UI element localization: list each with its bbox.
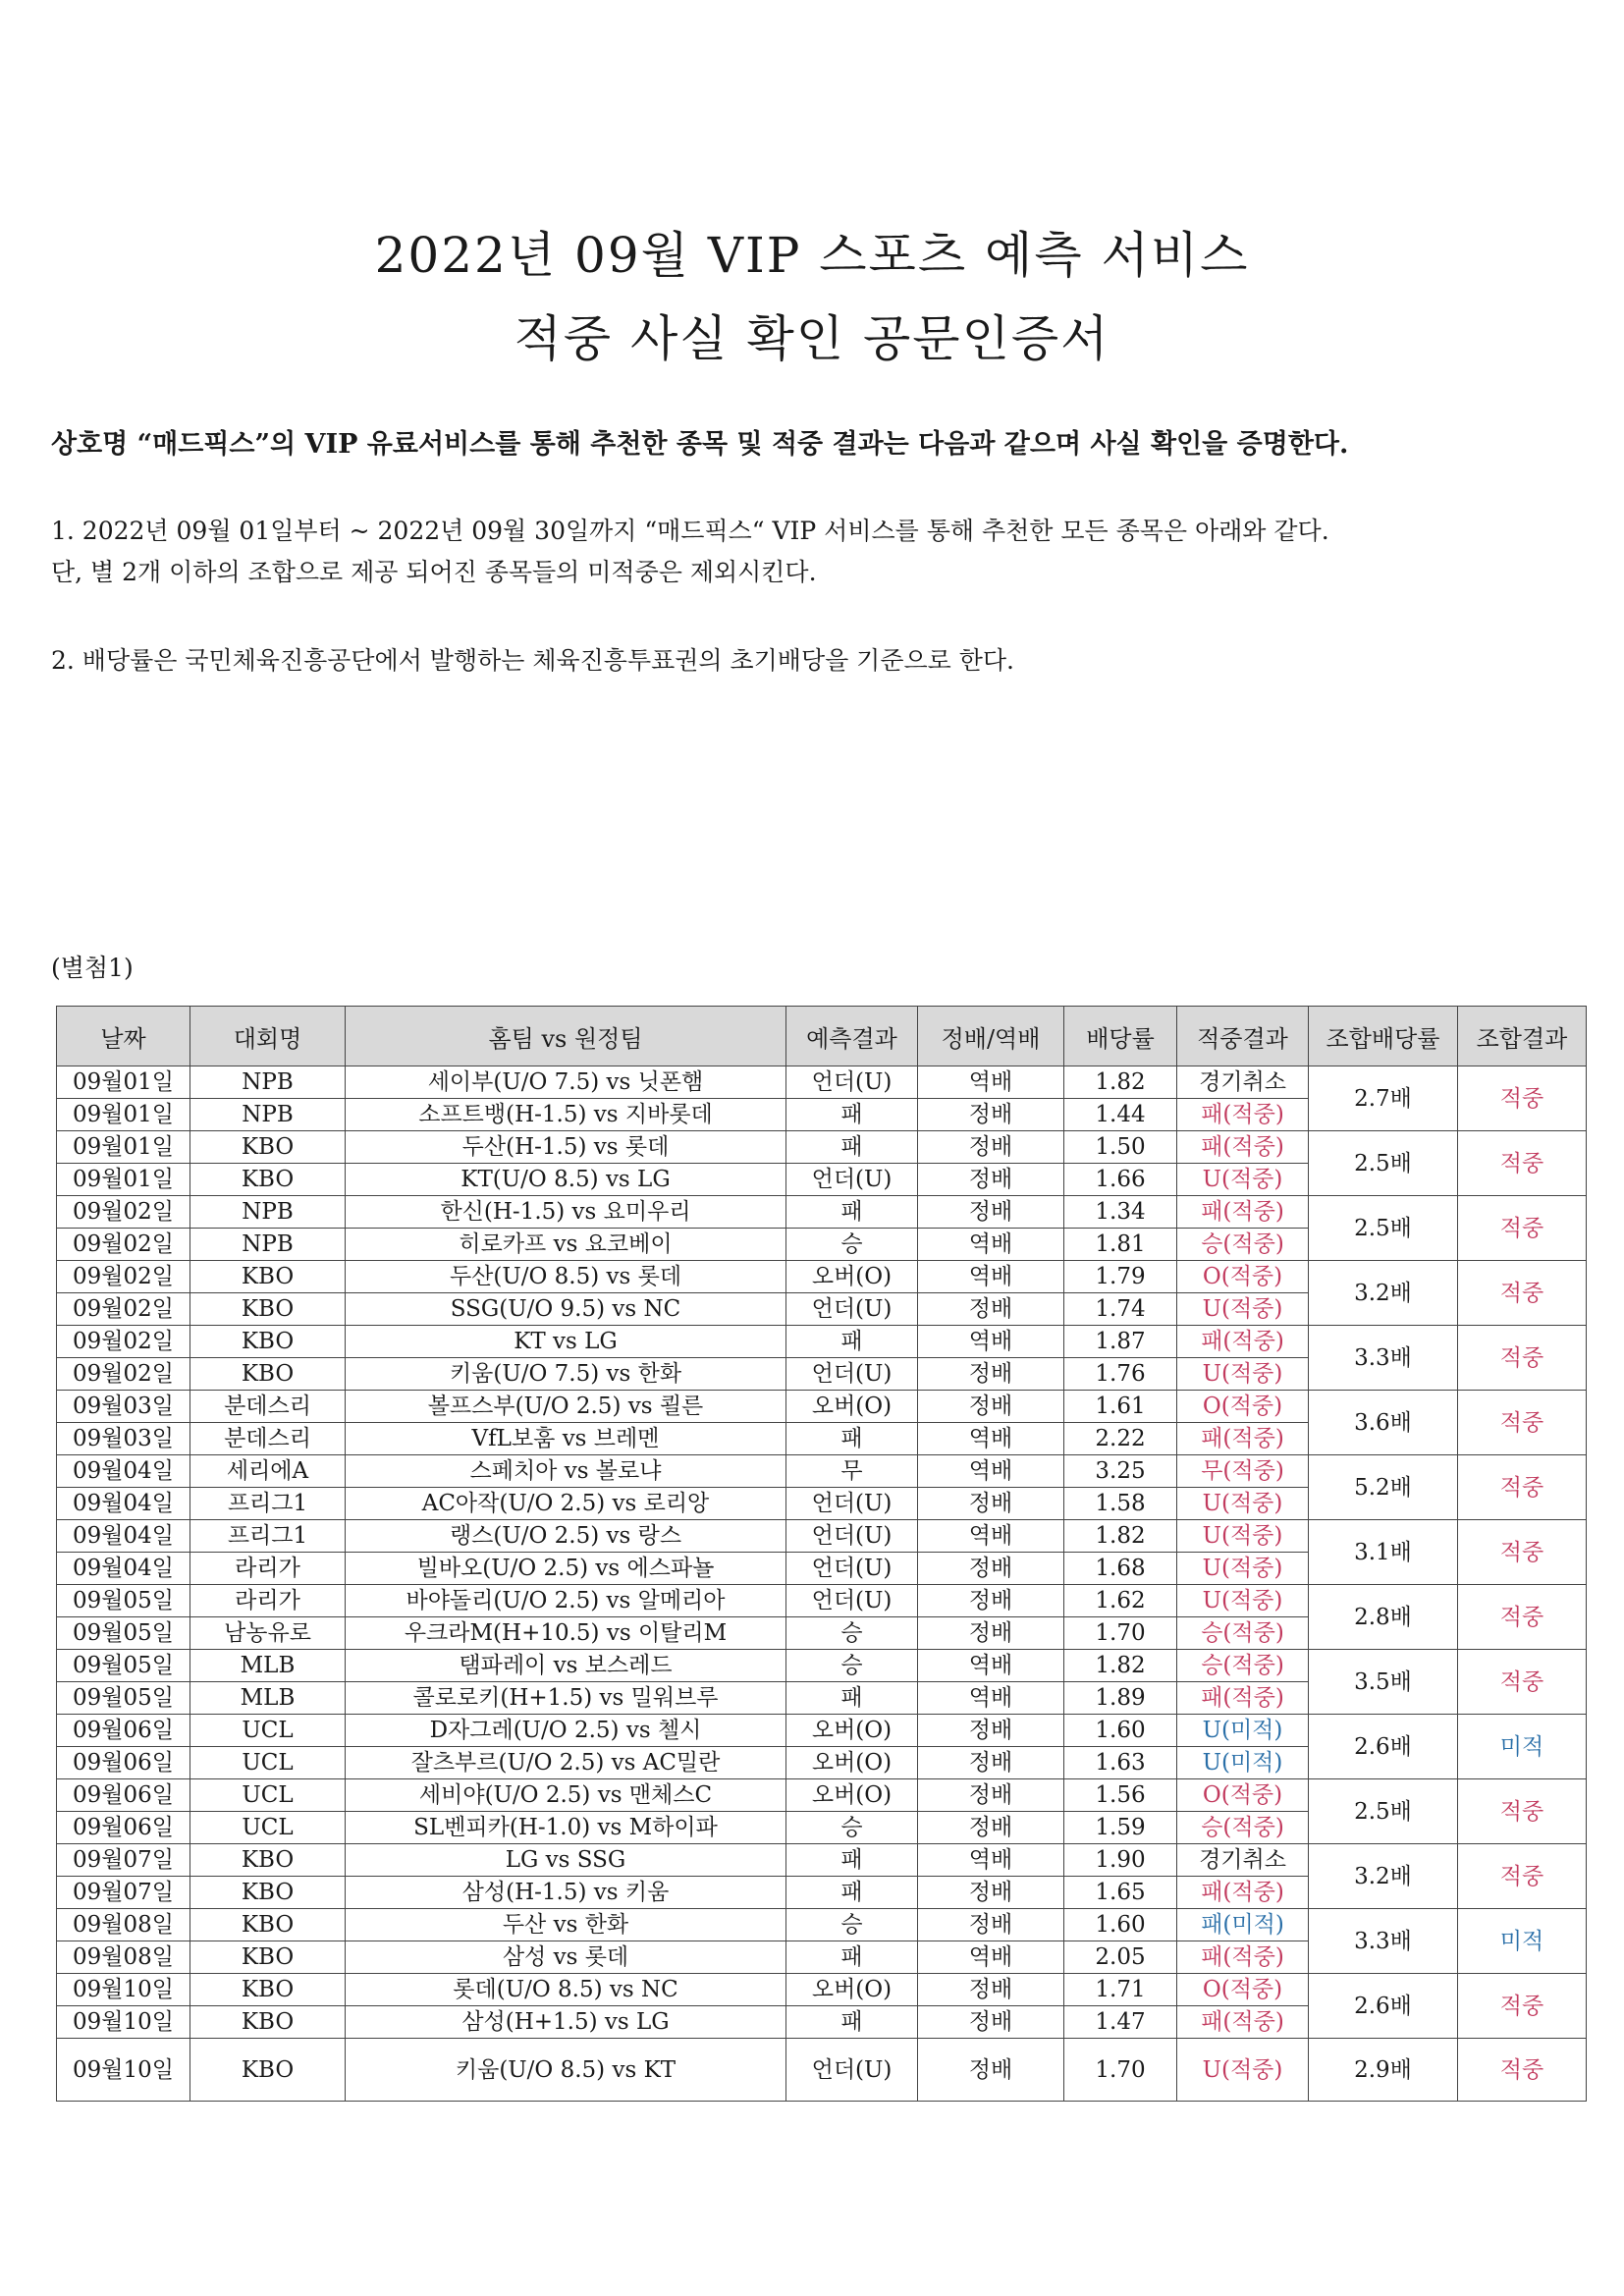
cell-date: 09월06일 — [57, 1715, 190, 1747]
cell-odds: 1.61 — [1064, 1391, 1177, 1423]
cell-odds: 1.50 — [1064, 1131, 1177, 1164]
cell-fav: 정배 — [918, 1747, 1064, 1779]
cell-match: 삼성 vs 롯데 — [346, 1941, 786, 1974]
cell-date: 09월01일 — [57, 1066, 190, 1099]
cell-league: KBO — [190, 1293, 346, 1326]
cell-prediction: 패 — [786, 1326, 918, 1358]
header-cell: 날짜 — [57, 1007, 190, 1066]
cell-match: 두산 vs 한화 — [346, 1909, 786, 1941]
cell-league: UCL — [190, 1779, 346, 1812]
cell-match: 삼성(H+1.5) vs LG — [346, 2006, 786, 2039]
cell-hit: 경기취소 — [1177, 1844, 1309, 1877]
cell-combo-result: 적중 — [1458, 1585, 1587, 1650]
cell-match: D자그레(U/O 2.5) vs 첼시 — [346, 1715, 786, 1747]
cell-combo-odds: 2.5배 — [1309, 1196, 1458, 1261]
cell-odds: 1.81 — [1064, 1229, 1177, 1261]
cell-prediction: 패 — [786, 2006, 918, 2039]
cell-league: 남농유로 — [190, 1617, 346, 1650]
header-cell: 조합배당률 — [1309, 1007, 1458, 1066]
clause-2: 2. 배당률은 국민체육진흥공단에서 발행하는 체육진흥투표권의 초기배당을 기준으로 한다. — [51, 646, 1014, 675]
cell-odds: 1.90 — [1064, 1844, 1177, 1877]
table-row — [57, 1844, 1587, 1877]
cell-match: 히로카프 vs 요코베이 — [346, 1229, 786, 1261]
cell-league: NPB — [190, 1066, 346, 1099]
cell-match: LG vs SSG — [346, 1844, 786, 1877]
cell-combo-odds: 2.9배 — [1309, 2039, 1458, 2102]
cell-odds: 1.70 — [1064, 1617, 1177, 1650]
cell-odds: 1.89 — [1064, 1682, 1177, 1715]
cell-match: 탬파레이 vs 보스레드 — [346, 1650, 786, 1682]
cell-combo-odds: 3.3배 — [1309, 1909, 1458, 1974]
cell-odds: 1.82 — [1064, 1650, 1177, 1682]
cell-match: 콜로로키(H+1.5) vs 밀워브루 — [346, 1682, 786, 1715]
cell-match: 롯데(U/O 8.5) vs NC — [346, 1974, 786, 2006]
cell-hit: 패(적중) — [1177, 1326, 1309, 1358]
cell-hit: 승(적중) — [1177, 1650, 1309, 1682]
cell-hit: U(적중) — [1177, 1358, 1309, 1391]
cell-date: 09월03일 — [57, 1423, 190, 1455]
cell-odds: 2.22 — [1064, 1423, 1177, 1455]
cell-combo-odds: 3.3배 — [1309, 1326, 1458, 1391]
cell-combo-odds: 3.2배 — [1309, 1844, 1458, 1909]
cell-date: 09월07일 — [57, 1844, 190, 1877]
cell-date: 09월10일 — [57, 1974, 190, 2006]
document-title-line2: 적중 사실 확인 공문인증서 — [514, 310, 1110, 367]
cell-fav: 역배 — [918, 1326, 1064, 1358]
header-cell: 적중결과 — [1177, 1007, 1309, 1066]
cell-odds: 1.82 — [1064, 1520, 1177, 1553]
table-row — [57, 1131, 1587, 1164]
cell-fav: 정배 — [918, 1909, 1064, 1941]
cell-fav: 정배 — [918, 1099, 1064, 1131]
cell-match: AC아작(U/O 2.5) vs 로리앙 — [346, 1488, 786, 1520]
cell-fav: 정배 — [918, 1585, 1064, 1617]
cell-hit: O(적중) — [1177, 1974, 1309, 2006]
cell-combo-result: 적중 — [1458, 1779, 1587, 1844]
cell-prediction: 언더(U) — [786, 1553, 918, 1585]
cell-fav: 역배 — [918, 1066, 1064, 1099]
cell-hit: U(적중) — [1177, 1520, 1309, 1553]
cell-combo-result: 적중 — [1458, 1131, 1587, 1196]
cell-fav: 정배 — [918, 1812, 1064, 1844]
cell-combo-result: 적중 — [1458, 1844, 1587, 1909]
cell-fav: 정배 — [918, 2039, 1064, 2102]
cell-league: NPB — [190, 1196, 346, 1229]
header-cell: 예측결과 — [786, 1007, 918, 1066]
cell-league: 프리그1 — [190, 1520, 346, 1553]
cell-prediction: 오버(O) — [786, 1715, 918, 1747]
cell-date: 09월05일 — [57, 1682, 190, 1715]
cell-date: 09월03일 — [57, 1391, 190, 1423]
cell-match: 우크라M(H+10.5) vs 이탈리M — [346, 1617, 786, 1650]
cell-odds: 1.60 — [1064, 1715, 1177, 1747]
cell-odds: 1.68 — [1064, 1553, 1177, 1585]
cell-combo-result: 적중 — [1458, 1650, 1587, 1715]
cell-hit: 패(적중) — [1177, 1099, 1309, 1131]
document-title-line1: 2022년 09월 VIP 스포츠 예측 서비스 — [374, 227, 1250, 284]
table-row — [57, 1455, 1587, 1488]
cell-fav: 정배 — [918, 1877, 1064, 1909]
table-header-row — [57, 1007, 1587, 1066]
table-row — [57, 1974, 1587, 2006]
cell-fav: 역배 — [918, 1455, 1064, 1488]
cell-fav: 정배 — [918, 1358, 1064, 1391]
cell-league: 세리에A — [190, 1455, 346, 1488]
cell-match: 세이부(U/O 7.5) vs 닛폰햄 — [346, 1066, 786, 1099]
cell-prediction: 언더(U) — [786, 1293, 918, 1326]
cell-odds: 1.87 — [1064, 1326, 1177, 1358]
cell-hit: 경기취소 — [1177, 1066, 1309, 1099]
cell-prediction: 오버(O) — [786, 1261, 918, 1293]
cell-prediction: 언더(U) — [786, 2039, 918, 2102]
cell-prediction: 승 — [786, 1909, 918, 1941]
cell-fav: 정배 — [918, 1974, 1064, 2006]
cell-league: NPB — [190, 1229, 346, 1261]
cell-combo-odds: 2.7배 — [1309, 1066, 1458, 1131]
cell-combo-result: 미적 — [1458, 1909, 1587, 1974]
cell-prediction: 패 — [786, 1131, 918, 1164]
cell-match: 랭스(U/O 2.5) vs 랑스 — [346, 1520, 786, 1553]
cell-prediction: 오버(O) — [786, 1391, 918, 1423]
cell-league: NPB — [190, 1099, 346, 1131]
cell-date: 09월05일 — [57, 1617, 190, 1650]
cell-prediction: 언더(U) — [786, 1585, 918, 1617]
cell-hit: 패(미적) — [1177, 1909, 1309, 1941]
table-row — [57, 1326, 1587, 1358]
cell-hit: O(적중) — [1177, 1261, 1309, 1293]
cell-league: KBO — [190, 2006, 346, 2039]
cell-hit: U(미적) — [1177, 1747, 1309, 1779]
table-row — [57, 1520, 1587, 1553]
cell-odds: 1.56 — [1064, 1779, 1177, 1812]
cell-odds: 1.74 — [1064, 1293, 1177, 1326]
cell-date: 09월01일 — [57, 1131, 190, 1164]
cell-hit: U(적중) — [1177, 2039, 1309, 2102]
cell-odds: 1.47 — [1064, 2006, 1177, 2039]
cell-date: 09월02일 — [57, 1261, 190, 1293]
cell-match: 빌바오(U/O 2.5) vs 에스파뇰 — [346, 1553, 786, 1585]
cell-hit: U(적중) — [1177, 1585, 1309, 1617]
cell-hit: U(적중) — [1177, 1164, 1309, 1196]
cell-date: 09월06일 — [57, 1812, 190, 1844]
header-cell: 홈팀 vs 원정팀 — [346, 1007, 786, 1066]
cell-hit: U(미적) — [1177, 1715, 1309, 1747]
cell-prediction: 오버(O) — [786, 1747, 918, 1779]
cell-combo-result: 미적 — [1458, 1715, 1587, 1779]
table-row — [57, 1391, 1587, 1423]
cell-fav: 역배 — [918, 1261, 1064, 1293]
cell-odds: 1.66 — [1064, 1164, 1177, 1196]
cell-date: 09월08일 — [57, 1909, 190, 1941]
header-cell: 조합결과 — [1458, 1007, 1587, 1066]
cell-combo-result: 적중 — [1458, 1520, 1587, 1585]
cell-combo-odds: 3.6배 — [1309, 1391, 1458, 1455]
table-body — [57, 1066, 1587, 2102]
cell-league: KBO — [190, 1358, 346, 1391]
cell-fav: 정배 — [918, 1715, 1064, 1747]
cell-league: UCL — [190, 1812, 346, 1844]
cell-league: UCL — [190, 1747, 346, 1779]
cell-league: MLB — [190, 1682, 346, 1715]
cell-combo-result: 적중 — [1458, 2039, 1587, 2102]
cell-odds: 2.05 — [1064, 1941, 1177, 1974]
cell-fav: 정배 — [918, 1131, 1064, 1164]
table-row — [57, 1650, 1587, 1682]
cell-combo-result: 적중 — [1458, 1391, 1587, 1455]
cell-fav: 역배 — [918, 1844, 1064, 1877]
cell-prediction: 언더(U) — [786, 1520, 918, 1553]
cell-combo-odds: 2.6배 — [1309, 1974, 1458, 2039]
cell-match: 두산(H-1.5) vs 롯데 — [346, 1131, 786, 1164]
cell-match: 키움(U/O 8.5) vs KT — [346, 2039, 786, 2102]
cell-hit: U(적중) — [1177, 1488, 1309, 1520]
cell-prediction: 언더(U) — [786, 1164, 918, 1196]
cell-odds: 1.62 — [1064, 1585, 1177, 1617]
clause-1-line1: 1. 2022년 09월 01일부터 ~ 2022년 09월 30일까지 “매드픽스“ VIP 서비스를 통해 추천한 모든 종목은 아래와 같다. — [51, 517, 1329, 545]
cell-hit: O(적중) — [1177, 1391, 1309, 1423]
cell-prediction: 패 — [786, 1099, 918, 1131]
cell-fav: 정배 — [918, 1391, 1064, 1423]
cell-hit: U(적중) — [1177, 1293, 1309, 1326]
cell-hit: U(적중) — [1177, 1553, 1309, 1585]
cell-prediction: 패 — [786, 1844, 918, 1877]
cell-date: 09월07일 — [57, 1877, 190, 1909]
header-cell: 정배/역배 — [918, 1007, 1064, 1066]
cell-fav: 역배 — [918, 1229, 1064, 1261]
cell-combo-result: 적중 — [1458, 1261, 1587, 1326]
cell-odds: 1.65 — [1064, 1877, 1177, 1909]
cell-fav: 역배 — [918, 1941, 1064, 1974]
cell-odds: 1.59 — [1064, 1812, 1177, 1844]
cell-odds: 1.82 — [1064, 1066, 1177, 1099]
cell-odds: 1.58 — [1064, 1488, 1177, 1520]
cell-combo-odds: 2.5배 — [1309, 1131, 1458, 1196]
cell-match: 잘츠부르(U/O 2.5) vs AC밀란 — [346, 1747, 786, 1779]
cell-fav: 정배 — [918, 1164, 1064, 1196]
cell-date: 09월04일 — [57, 1455, 190, 1488]
cell-date: 09월01일 — [57, 1099, 190, 1131]
cell-date: 09월06일 — [57, 1779, 190, 1812]
cell-league: 분데스리 — [190, 1423, 346, 1455]
annex-label: (별첨1) — [51, 954, 134, 982]
cell-league: KBO — [190, 1131, 346, 1164]
cell-odds: 1.34 — [1064, 1196, 1177, 1229]
cell-prediction: 승 — [786, 1812, 918, 1844]
cell-match: 바야돌리(U/O 2.5) vs 알메리아 — [346, 1585, 786, 1617]
cell-odds: 1.60 — [1064, 1909, 1177, 1941]
cell-league: 라리가 — [190, 1553, 346, 1585]
cell-match: 스페치아 vs 볼로냐 — [346, 1455, 786, 1488]
cell-league: KBO — [190, 1261, 346, 1293]
cell-match: 소프트뱅(H-1.5) vs 지바롯데 — [346, 1099, 786, 1131]
cell-fav: 역배 — [918, 1682, 1064, 1715]
cell-match: 두산(U/O 8.5) vs 롯데 — [346, 1261, 786, 1293]
cell-combo-odds: 3.1배 — [1309, 1520, 1458, 1585]
cell-combo-result: 적중 — [1458, 1326, 1587, 1391]
cell-combo-odds: 2.6배 — [1309, 1715, 1458, 1779]
cell-league: KBO — [190, 1941, 346, 1974]
cell-hit: 무(적중) — [1177, 1455, 1309, 1488]
cell-prediction: 오버(O) — [786, 1779, 918, 1812]
cell-combo-odds: 5.2배 — [1309, 1455, 1458, 1520]
cell-fav: 역배 — [918, 1423, 1064, 1455]
cell-combo-result: 적중 — [1458, 1066, 1587, 1131]
cell-fav: 정배 — [918, 1488, 1064, 1520]
cell-league: MLB — [190, 1650, 346, 1682]
cell-combo-odds: 3.5배 — [1309, 1650, 1458, 1715]
cell-prediction: 언더(U) — [786, 1066, 918, 1099]
cell-hit: 승(적중) — [1177, 1617, 1309, 1650]
cell-hit: 패(적중) — [1177, 1423, 1309, 1455]
cell-league: KBO — [190, 1164, 346, 1196]
cell-prediction: 패 — [786, 1877, 918, 1909]
cell-match: 세비야(U/O 2.5) vs 맨체스C — [346, 1779, 786, 1812]
cell-date: 09월02일 — [57, 1293, 190, 1326]
cell-combo-odds: 3.2배 — [1309, 1261, 1458, 1326]
cell-odds: 3.25 — [1064, 1455, 1177, 1488]
table-row — [57, 1066, 1587, 1099]
cell-odds: 1.71 — [1064, 1974, 1177, 2006]
cell-match: 키움(U/O 7.5) vs 한화 — [346, 1358, 786, 1391]
cell-fav: 역배 — [918, 1520, 1064, 1553]
table-row — [57, 1261, 1587, 1293]
cell-combo-result: 적중 — [1458, 1455, 1587, 1520]
cell-league: UCL — [190, 1715, 346, 1747]
results-table — [56, 1006, 1587, 2102]
header-cell: 배당률 — [1064, 1007, 1177, 1066]
cell-date: 09월02일 — [57, 1196, 190, 1229]
cell-date: 09월04일 — [57, 1553, 190, 1585]
cell-prediction: 오버(O) — [786, 1974, 918, 2006]
cell-combo-odds: 2.8배 — [1309, 1585, 1458, 1650]
cell-league: 프리그1 — [190, 1488, 346, 1520]
cell-hit: O(적중) — [1177, 1779, 1309, 1812]
cell-combo-odds: 2.5배 — [1309, 1779, 1458, 1844]
cell-prediction: 언더(U) — [786, 1488, 918, 1520]
cell-match: VfL보훔 vs 브레멘 — [346, 1423, 786, 1455]
cell-odds: 1.76 — [1064, 1358, 1177, 1391]
cell-league: KBO — [190, 1877, 346, 1909]
cell-hit: 승(적중) — [1177, 1229, 1309, 1261]
clause-1-line2: 단, 별 2개 이하의 조합으로 제공 되어진 종목들의 미적중은 제외시킨다. — [51, 558, 817, 586]
cell-date: 09월10일 — [57, 2006, 190, 2039]
cell-date: 09월04일 — [57, 1520, 190, 1553]
cell-league: KBO — [190, 2039, 346, 2102]
cell-prediction: 승 — [786, 1617, 918, 1650]
cell-prediction: 패 — [786, 1941, 918, 1974]
table-row — [57, 1585, 1587, 1617]
cell-prediction: 패 — [786, 1196, 918, 1229]
table-row — [57, 2039, 1587, 2102]
cell-fav: 정배 — [918, 2006, 1064, 2039]
cell-match: 볼프스부(U/O 2.5) vs 쾰른 — [346, 1391, 786, 1423]
cell-date: 09월02일 — [57, 1326, 190, 1358]
cell-prediction: 언더(U) — [786, 1358, 918, 1391]
cell-hit: 패(적중) — [1177, 1941, 1309, 1974]
cell-prediction: 승 — [786, 1650, 918, 1682]
cell-date: 09월02일 — [57, 1358, 190, 1391]
cell-league: KBO — [190, 1844, 346, 1877]
cell-combo-result: 적중 — [1458, 1974, 1587, 2039]
cell-match: SSG(U/O 9.5) vs NC — [346, 1293, 786, 1326]
table-row — [57, 1715, 1587, 1747]
cell-hit: 패(적중) — [1177, 2006, 1309, 2039]
header-cell: 대회명 — [190, 1007, 346, 1066]
cell-date: 09월08일 — [57, 1941, 190, 1974]
cell-hit: 패(적중) — [1177, 1682, 1309, 1715]
cell-fav: 정배 — [918, 1617, 1064, 1650]
cell-odds: 1.44 — [1064, 1099, 1177, 1131]
cell-date: 09월01일 — [57, 1164, 190, 1196]
cell-date: 09월06일 — [57, 1747, 190, 1779]
cell-combo-result: 적중 — [1458, 1196, 1587, 1261]
cell-league: 라리가 — [190, 1585, 346, 1617]
cell-league: KBO — [190, 1974, 346, 2006]
cell-prediction: 무 — [786, 1455, 918, 1488]
cell-odds: 1.63 — [1064, 1747, 1177, 1779]
cell-fav: 정배 — [918, 1293, 1064, 1326]
cell-hit: 패(적중) — [1177, 1877, 1309, 1909]
cell-fav: 역배 — [918, 1650, 1064, 1682]
cell-match: KT(U/O 8.5) vs LG — [346, 1164, 786, 1196]
cell-league: KBO — [190, 1326, 346, 1358]
cell-odds: 1.70 — [1064, 2039, 1177, 2102]
cell-prediction: 패 — [786, 1423, 918, 1455]
clause-1 — [51, 511, 1583, 593]
cell-league: 분데스리 — [190, 1391, 346, 1423]
cell-match: SL벤피카(H-1.0) vs M하이파 — [346, 1812, 786, 1844]
lead-statement: 상호명 “매드픽스”의 VIP 유료서비스를 통해 추천한 종목 및 적중 결과는 다음과 같으며 사실 확인을 증명한다. — [51, 429, 1349, 460]
cell-date: 09월10일 — [57, 2039, 190, 2102]
cell-odds: 1.79 — [1064, 1261, 1177, 1293]
cell-match: KT vs LG — [346, 1326, 786, 1358]
cell-match: 삼성(H-1.5) vs 키움 — [346, 1877, 786, 1909]
table-row — [57, 1196, 1587, 1229]
cell-fav: 정배 — [918, 1196, 1064, 1229]
cell-league: KBO — [190, 1909, 346, 1941]
cell-match: 한신(H-1.5) vs 요미우리 — [346, 1196, 786, 1229]
cell-date: 09월05일 — [57, 1650, 190, 1682]
cell-prediction: 승 — [786, 1229, 918, 1261]
cell-date: 09월02일 — [57, 1229, 190, 1261]
cell-fav: 정배 — [918, 1779, 1064, 1812]
table-row — [57, 1779, 1587, 1812]
table-row — [57, 1909, 1587, 1941]
cell-prediction: 패 — [786, 1682, 918, 1715]
cell-hit: 패(적중) — [1177, 1131, 1309, 1164]
cell-date: 09월05일 — [57, 1585, 190, 1617]
cell-hit: 패(적중) — [1177, 1196, 1309, 1229]
cell-hit: 승(적중) — [1177, 1812, 1309, 1844]
cell-date: 09월04일 — [57, 1488, 190, 1520]
cell-fav: 정배 — [918, 1553, 1064, 1585]
